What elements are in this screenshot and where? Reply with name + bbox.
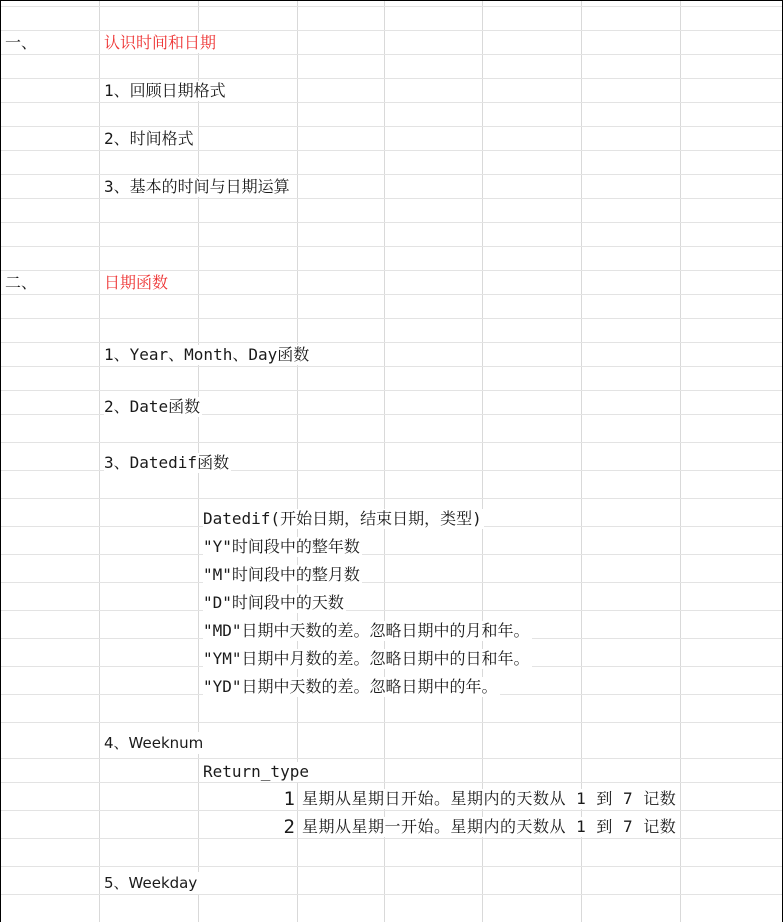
- section-2-item[interactable]: 3、Datedif函数: [104, 453, 230, 472]
- row-divider: [1, 810, 782, 811]
- section-1-title[interactable]: 认识时间和日期: [104, 33, 217, 52]
- row-divider: [1, 78, 782, 79]
- row-divider: [1, 610, 782, 611]
- column-divider: [384, 1, 385, 922]
- row-divider: [1, 366, 782, 367]
- datedif-type-row[interactable]: "D"时间段中的天数: [203, 593, 344, 612]
- weeknum-title[interactable]: 4、Weeknum: [104, 734, 204, 752]
- section-2-title[interactable]: 日期函数: [104, 273, 169, 292]
- column-divider: [581, 1, 582, 922]
- datedif-syntax[interactable]: Datedif(开始日期，结束日期，类型): [203, 509, 482, 528]
- row-divider: [1, 866, 782, 867]
- row-divider: [1, 554, 782, 555]
- row-divider: [1, 782, 782, 783]
- row-divider: [1, 758, 782, 759]
- row-divider: [1, 174, 782, 175]
- row-divider: [1, 390, 782, 391]
- row-divider: [1, 894, 782, 895]
- row-divider: [1, 582, 782, 583]
- row-divider: [1, 198, 782, 199]
- column-divider: [99, 1, 100, 922]
- row-divider: [1, 6, 782, 7]
- row-divider: [1, 150, 782, 151]
- row-divider: [1, 102, 782, 103]
- row-divider: [1, 54, 782, 55]
- column-divider: [680, 1, 681, 922]
- row-divider: [1, 294, 782, 295]
- section-2-label[interactable]: 二、: [5, 273, 38, 292]
- datedif-type-row[interactable]: "YM"日期中月数的差。忽略日期中的日和年。: [203, 649, 530, 668]
- datedif-type-row[interactable]: "M"时间段中的整月数: [203, 565, 360, 584]
- weeknum-option-number[interactable]: 1: [281, 789, 297, 809]
- section-2-item[interactable]: 2、Date函数: [104, 397, 201, 416]
- row-divider: [1, 222, 782, 223]
- weeknum-param[interactable]: Return_type: [203, 762, 309, 781]
- datedif-type-row[interactable]: "MD"日期中天数的差。忽略日期中的月和年。: [203, 621, 530, 640]
- row-divider: [1, 318, 782, 319]
- section-1-item[interactable]: 2、时间格式: [104, 129, 194, 148]
- column-divider: [297, 1, 298, 922]
- row-divider: [1, 442, 782, 443]
- row-divider: [1, 342, 782, 343]
- datedif-type-row[interactable]: "YD"日期中天数的差。忽略日期中的年。: [203, 677, 498, 696]
- row-divider: [1, 270, 782, 271]
- row-divider: [1, 498, 782, 499]
- section-1-item[interactable]: 3、基本的时间与日期运算: [104, 177, 290, 196]
- row-divider: [1, 246, 782, 247]
- row-divider: [1, 838, 782, 839]
- column-divider: [482, 1, 483, 922]
- section-1-label[interactable]: 一、: [5, 33, 38, 52]
- weeknum-option-desc[interactable]: 星期从星期日开始。星期内的天数从 1 到 7 记数: [302, 789, 677, 808]
- row-divider: [1, 30, 782, 31]
- row-divider: [1, 722, 782, 723]
- weeknum-option-number[interactable]: 2: [281, 817, 297, 837]
- section-2-item[interactable]: 1、Year、Month、Day函数: [104, 345, 310, 364]
- row-divider: [1, 126, 782, 127]
- datedif-type-row[interactable]: "Y"时间段中的整年数: [203, 537, 360, 556]
- section-1-item[interactable]: 1、回顾日期格式: [104, 81, 226, 100]
- weeknum-option-desc[interactable]: 星期从星期一开始。星期内的天数从 1 到 7 记数: [302, 817, 677, 836]
- weekday-title[interactable]: 5、Weekday: [104, 874, 198, 892]
